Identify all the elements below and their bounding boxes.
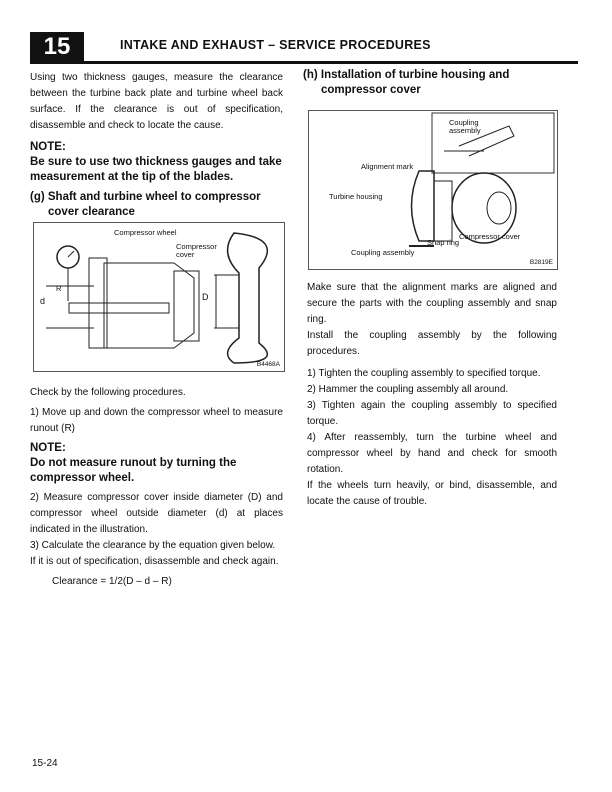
figure-turbine-housing-installation	[308, 110, 558, 270]
figure-code: B2819E	[529, 259, 553, 266]
label-R: R	[56, 284, 62, 293]
right-column-text	[307, 280, 557, 510]
install-intro: Install the coupling assembly by the following procedures.	[307, 330, 557, 357]
alignment-paragraph: Make sure that the alignment marks are aligned and secure the parts with the coupling assembly and snap ring.	[307, 282, 557, 325]
page-number: 15-24	[32, 758, 58, 769]
left-column-lower	[30, 385, 283, 590]
note-label: NOTE:	[30, 141, 66, 153]
label-compressor-cover: Compressor cover	[176, 242, 217, 259]
trouble-note: If the wheels turn heavily, or bind, disassemble, and locate the cause of trouble.	[307, 480, 557, 507]
figure-code: B4468A	[256, 361, 280, 368]
label-turbine-housing: Turbine housing	[329, 192, 383, 201]
label-D: D	[202, 292, 209, 302]
heading-g: (g) Shaft and turbine wheel to compressor cover clearance	[30, 191, 261, 218]
label-snap-ring: Snap ring	[427, 238, 460, 247]
header-rule	[30, 61, 578, 64]
intro-paragraph: Using two thickness gauges, measure the clearance between the turbine back plate and turbine wheel back surface. If the clearance is out of specification, disassemble and check to locate the cause.	[30, 72, 283, 131]
note-text: Be sure to use two thickness gauges and take measurement at the tip of the blades.	[30, 156, 282, 183]
label-compressor-wheel: Compressor wheel	[114, 228, 177, 237]
label-compressor-cover: Compressor cover	[459, 232, 521, 241]
step-4: 4) After reassembly, turn the turbine wheel and compressor wheel by hand and check for smooth rotation.	[307, 432, 557, 475]
step-2: 2) Measure compressor cover inside diameter (D) and compressor wheel outside diameter (d) at places indicated in the illustration.	[30, 492, 283, 535]
step-3-note: If it is out of specification, disassemble and check again.	[30, 556, 279, 567]
section-number-badge: 15	[30, 32, 84, 62]
page-title: INTAKE AND EXHAUST – SERVICE PROCEDURES	[120, 38, 431, 52]
step-3: 3) Tighten again the coupling assembly to specified torque.	[307, 400, 557, 427]
step-1: 1) Move up and down the compressor wheel to measure runout (R)	[30, 407, 283, 434]
note-text: Do not measure runout by turning the compressor wheel.	[30, 457, 237, 484]
check-intro: Check by the following procedures.	[30, 387, 186, 398]
note-label: NOTE:	[30, 442, 66, 454]
heading-h: (h) Installation of turbine housing and compressor cover	[303, 69, 510, 96]
label-alignment-mark: Alignment mark	[361, 162, 414, 171]
label-coupling-assembly-top: Coupling assembly	[449, 118, 481, 135]
clearance-equation: Clearance = 1/2(D – d – R)	[52, 576, 172, 587]
left-column	[30, 70, 283, 220]
step-1: 1) Tighten the coupling assembly to specified torque.	[307, 368, 541, 379]
figure-compressor-clearance	[33, 222, 285, 372]
turbocharger-cross-section-illustration	[34, 223, 284, 371]
step-3: 3) Calculate the clearance by the equation given below.	[30, 540, 276, 551]
step-2: 2) Hammer the coupling assembly all around.	[307, 384, 509, 395]
label-d: d	[40, 296, 46, 306]
label-coupling-assembly-bottom: Coupling assembly	[351, 248, 415, 257]
